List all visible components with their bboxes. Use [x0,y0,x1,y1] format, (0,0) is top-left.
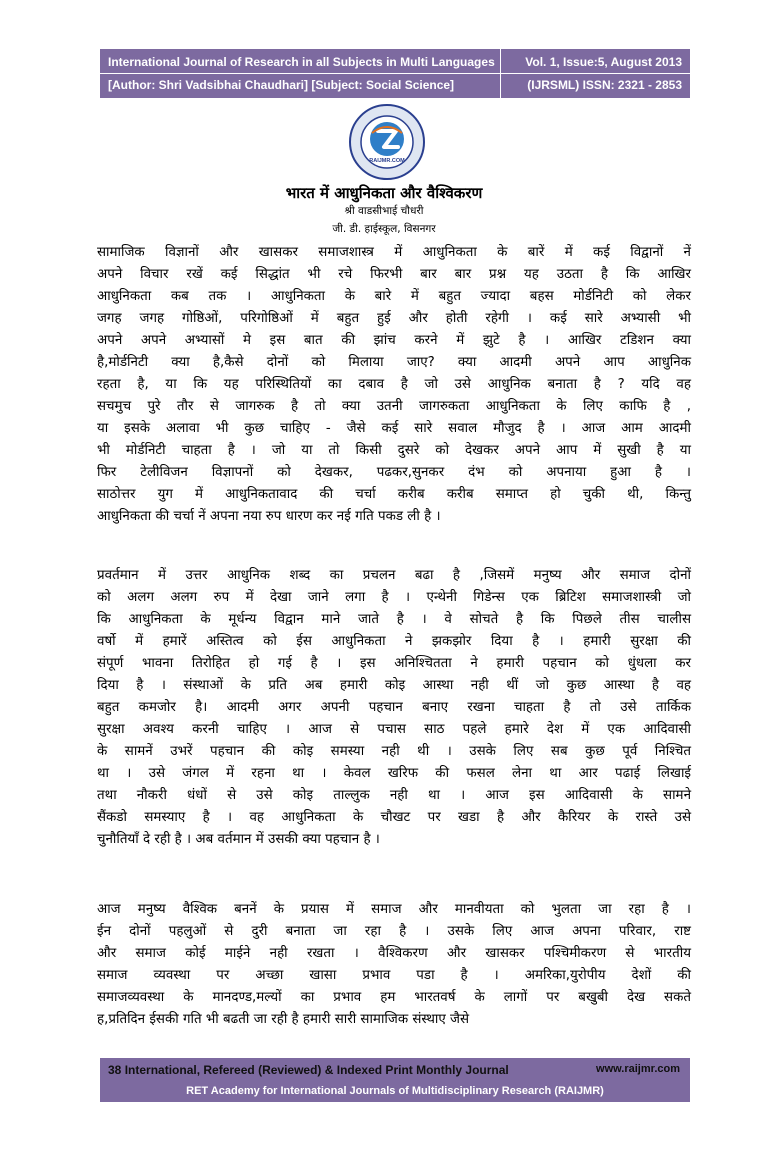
paragraph-line: या इसके अलावा भी कुछ चाहिए - जैसे कई सारे सवाल मौजुद है । आज आम आदमी [97,421,691,436]
paragraph-line: तथा नौकरी धंधों से उसे कोइ ताल्लुक नही था । आज इस आदिवासी के सामने [97,788,691,803]
footer-journal-line [108,1063,509,1077]
paragraph-line: था । उसे जंगल में रहना था । केवल खरिफ की फसल लेना था आर पढाई लिखाई [97,766,691,781]
logo-text: RAIJMR.COM [369,158,405,164]
paragraph-line: समाज व्यवस्था पर अच्छा खासा प्रभाव पडा है । अमरिका,युरोपीय देशों की [97,968,691,983]
paragraph-line: आधुनिकता की चर्चा नें अपना नया रुप धारण कर नई गति पकड ली है । [97,509,441,524]
paragraph-line: कि आधुनिकता के मूर्धन्य विद्वान माने जाते है । वे सोचते है कि पिछले तीस चालीस [97,612,691,627]
paragraph-line: जगह जगह गोष्ठिओं, परिगोष्ठिओं में बहुत हुई और होती रहेगी । कई सारे अभ्यासी भी [97,311,691,326]
article-title: भारत में आधुनिकता और वैश्विकरण [285,184,483,202]
paragraph-line: है,मोर्डनिटी क्या है,कैसे दोनों को मिलाया जाए? क्या आदमी अपने आप आधुनिक [97,355,691,370]
paragraph-line: भी मोर्डनिटी चाहता है । जो या तो किसी दुसरे को देखकर अपने आप में सुखी है या [97,443,691,458]
paragraph-3 [97,899,691,1031]
paragraph-line: ईन दोनों पहलुओं से दुरी बनाता जा रहा है । उसके लिए आज अपना परिवार, राष्ट [97,924,691,939]
paragraph-line: आज मनुष्य वैश्विक बननें के प्रयास में समाज और मानवीयता को भुलता जा रहा है । [97,902,691,917]
paragraph-line: को अलग अलग रुप में देखा जाने लगा है । एन्थेनी गिडेन्स एक ब्रिटिश समाजशास्त्री जो [97,590,691,605]
paragraph-line: संपूर्ण भावना तिरोहित हो गई है । इस अनिश्चितता ने हमारी पहचान को धुंधला कर [97,656,691,671]
author-subject: [Author: Shri Vadsibhai Chaudhari] [Subject: Social Science] [108,78,455,92]
paragraph-line: दिया है । संस्थाओं के प्रति अब हमारी कोइ आस्था नही थीं जो कुछ आस्था है वह [97,678,691,693]
journal-name: International Journal of Research in all Subjects in Multi Languages [108,55,495,69]
journal-footer [100,1058,690,1102]
article-author: श्री वाडसीभाई चौधरी [344,205,424,217]
publisher: RET Academy for International Journals of Multidisciplinary Research (RAIJMR) [186,1085,604,1097]
journal-type: International, Refereed (Reviewed) & Indexed Print Monthly Journal [124,1063,509,1077]
paragraph-line: ह,प्रतिदिन ईसकी गति भी बढती जा रही है हमारी सारी सामाजिक संस्थाए जैसे [97,1012,470,1027]
raijmr-logo-icon [348,103,426,181]
paragraph-line: के सामनें उभरें पहचान की कोइ समस्या नही थी । उसके लिए सब कुछ पूर्व निश्चित [97,744,691,759]
paragraph-line: चुनौतियाँ दे रही है । अब वर्तमान में उसकी क्या पहचान है । [97,832,380,847]
volume-issue: Vol. 1, Issue:5, August 2013 [525,55,682,69]
paragraph-line: आधुनिकता कब तक । आधुनिकता के बारे में बहुत ज्यादा बहस मोर्डनिटी को लेकर [97,289,691,304]
paragraph-line: अपने अपने अभ्यासों मे इस बात की झांच करने में झुटे है । आखिर टडिशन क्या [97,333,691,348]
paragraph-line: सामाजिक विज्ञानों और खासकर समाजशास्त्र में आधुनिकता के बारें में कई विद्वानों नें [97,245,691,260]
paragraph-line: फिर टेलीविजन विज्ञापनों को देखकर, पढकर,सुनकर दंभ को अपनाया हुआ है । [97,465,691,480]
paragraph-2 [97,565,691,851]
page-number: 38 [108,1063,122,1077]
paragraph-line: साठोत्तर युग में आधुनिकतावाद की चर्चा करीब करीब समाप्त हो चुकी थी, किन्तु [97,487,691,502]
paragraph-line: सुरक्षा अवश्य करनी चाहिए । आज से पचास साठ पहले हमारे देश में एक आदिवासी [97,722,691,737]
paragraph-line: और समाज कोई माईने नही रखता । वैश्विकरण और खासकर पश्चिमीकरण से भारतीय [97,946,691,961]
paragraph-1 [97,242,691,528]
paragraph-line: अपने विचार रखें कई सिद्धांत भी रचे फिरभी बार बार प्रश्न यह उठता है कि आखिर [97,267,691,282]
paragraph-line: रहता है, या कि यह परिस्थितियों का दबाव है जो उसे आधुनिक बनाता है ? यदि वह [97,377,691,392]
paragraph-line: बहुत कमजोर है। आदमी अगर अपनी पहचान बनाए रखना चाहता है तो उसे तार्किक [97,700,691,715]
header-divider-horizontal [100,73,690,74]
paragraph-line: सचमुच पुरे तौर से जागरुक है तो क्या उतनी जागरुकता आधुनिकता के लिए काफि है , [97,399,691,414]
website-link[interactable]: www.raijmr.com [596,1063,680,1075]
issn: (IJRSML) ISSN: 2321 - 2853 [527,78,682,92]
journal-header [100,49,690,98]
paragraph-line: वर्षो में हमारें अस्तित्व को ईस आधुनिकता ने झकझोर दिया है । हमारी सुरक्षा की [97,634,691,649]
paragraph-line: प्रवर्तमान में उत्तर आधुनिक शब्द का प्रचलन बढा है ,जिसमें मनुष्य और समाज दोनों [97,568,691,583]
header-divider-vertical [500,49,501,98]
paragraph-line: सैंकडो समस्याए है । वह आधुनिकता के चौखट पर खडा है और कैरियर के रास्ते उसे [97,810,691,825]
article-affiliation: जी. डी. हाईस्कूल, विसनगर [332,223,436,235]
paragraph-line: समाजव्यवस्था के मानदण्ड,मल्यों का प्रभाव हम भारतवर्ष के लागों पर बखुबी देख सकते [97,990,691,1005]
